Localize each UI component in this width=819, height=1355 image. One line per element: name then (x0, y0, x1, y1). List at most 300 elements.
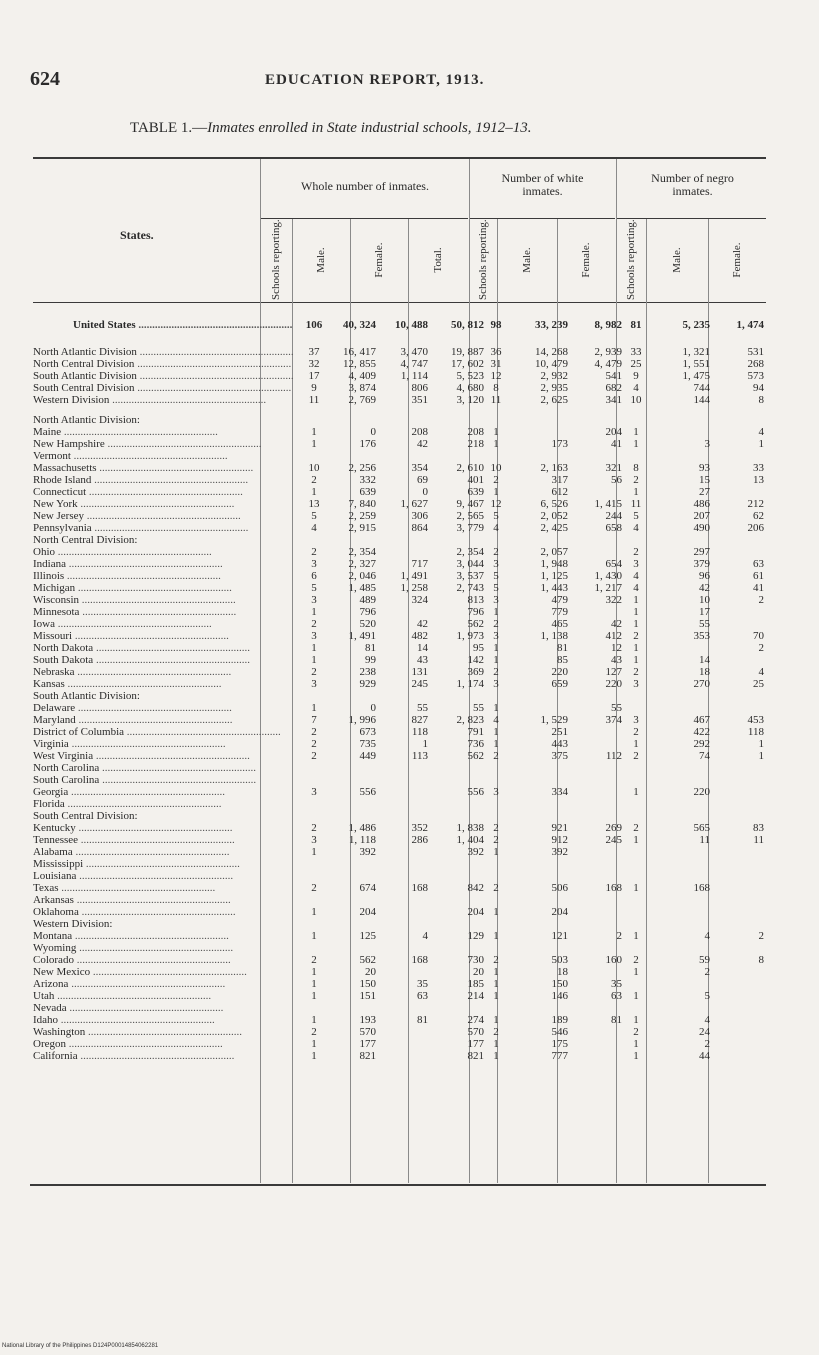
col-header: Female. (731, 242, 743, 278)
cell-value: 3 (493, 678, 499, 690)
table-row (33, 474, 764, 486)
state-name (33, 918, 300, 930)
state-name (33, 426, 300, 438)
cell-value: 1, 474 (736, 319, 764, 331)
cell-value (428, 798, 484, 810)
cell-value: 11 (308, 394, 320, 406)
cell-value (650, 942, 710, 954)
cell-value (650, 846, 710, 858)
cell-value: 2 (616, 930, 622, 942)
table-row (33, 1002, 764, 1014)
cell-value: 1, 118 (348, 834, 376, 846)
cell-value (568, 546, 622, 558)
cell-value: 735 (359, 738, 376, 750)
cell-value (710, 1014, 764, 1026)
cell-value: 1 (493, 438, 499, 450)
cell-value: 1 (633, 1050, 639, 1062)
cell-value: 50, 812 (451, 319, 484, 331)
table-row (33, 570, 764, 582)
cell-value: 2, 743 (456, 582, 484, 594)
cell-value: 2 (311, 474, 317, 486)
cell-value: 251 (551, 726, 568, 738)
cell-value (376, 450, 428, 462)
cell-value: 7 (311, 714, 317, 726)
cell-value: 2 (633, 726, 639, 738)
cell-value: 44 (699, 1050, 710, 1062)
cell-value: 4, 680 (456, 382, 484, 394)
state-name-text: Missouri ..... (33, 630, 229, 642)
cell-value (428, 810, 484, 822)
cell-value: 1 (633, 1038, 639, 1050)
table-row (33, 870, 764, 882)
cell-value: 14 (417, 642, 428, 654)
cell-value: 204 (605, 426, 622, 438)
cell-value (568, 810, 622, 822)
cell-value (300, 798, 328, 810)
col-header: Female. (373, 242, 385, 278)
cell-value: 2 (493, 750, 499, 762)
cell-value (484, 810, 508, 822)
cell-value: 1, 430 (594, 570, 622, 582)
cell-value (428, 414, 484, 426)
cell-value (710, 894, 764, 906)
cell-value: 821 (359, 1050, 376, 1062)
cell-value: 1, 485 (348, 582, 376, 594)
table-row (33, 954, 764, 966)
cell-value (376, 810, 428, 822)
cell-value: 2, 823 (456, 714, 484, 726)
cell-value: 5, 235 (682, 319, 710, 331)
cell-value: 204 (359, 906, 376, 918)
cell-value: 2 (633, 546, 639, 558)
table-row (33, 942, 764, 954)
cell-value: 921 (551, 822, 568, 834)
state-name-text: North Central Division: (33, 534, 138, 546)
state-name-text: Colorado ..... (33, 954, 231, 966)
cell-value: 1 (633, 654, 639, 666)
cell-value (622, 690, 650, 702)
cell-value: 8 (758, 954, 764, 966)
cell-value (300, 894, 328, 906)
cell-value (300, 870, 328, 882)
cell-value: 5 (311, 582, 317, 594)
cell-value (710, 918, 764, 930)
table-row (33, 618, 764, 630)
cell-value: 63 (417, 990, 428, 1002)
state-name (33, 382, 300, 394)
cell-value: 42 (699, 582, 710, 594)
state-name (33, 498, 300, 510)
table-caption (130, 120, 532, 137)
cell-value: 62 (753, 510, 764, 522)
cell-value: 1, 258 (400, 582, 428, 594)
running-head: EDUCATION REPORT, 1913. (265, 72, 485, 88)
cell-value: 175 (551, 1038, 568, 1050)
cell-value: 2, 939 (594, 346, 622, 358)
state-name (33, 570, 300, 582)
cell-value: 14 (699, 654, 710, 666)
state-name (33, 954, 300, 966)
cell-value: 1 (758, 438, 764, 450)
cell-value: 83 (753, 822, 764, 834)
cell-value: 118 (747, 726, 764, 738)
cell-value: 59 (699, 954, 710, 966)
cell-value (568, 690, 622, 702)
cell-value (710, 1050, 764, 1062)
cell-value: 1, 415 (594, 498, 622, 510)
cell-value: 562 (467, 618, 484, 630)
cell-value (508, 450, 568, 462)
cell-value: 5 (493, 582, 499, 594)
cell-value: 1 (493, 654, 499, 666)
cell-value: 9 (633, 370, 639, 382)
cell-value (568, 846, 622, 858)
cell-value: 3 (311, 834, 317, 846)
cell-value: 2 (493, 546, 499, 558)
cell-value: 2, 052 (540, 510, 568, 522)
cell-value: 570 (359, 1026, 376, 1038)
cell-value: 1 (493, 726, 499, 738)
cell-value: 3, 470 (400, 346, 428, 358)
cell-value: 56 (611, 474, 622, 486)
cell-value (428, 534, 484, 546)
cell-value: 0 (370, 702, 376, 714)
cell-value: 1 (493, 1038, 499, 1050)
cell-value (484, 762, 508, 774)
cell-value: 1 (493, 606, 499, 618)
state-name (33, 1026, 300, 1038)
cell-value (300, 774, 328, 786)
cell-value: 791 (467, 726, 484, 738)
cell-value: 4 (633, 582, 639, 594)
cell-value (328, 534, 376, 546)
state-name (33, 654, 300, 666)
cell-value (508, 426, 568, 438)
state-name (33, 534, 300, 546)
top-rule (33, 157, 766, 159)
cell-value: 12 (490, 370, 502, 382)
cell-value: 297 (693, 546, 710, 558)
header-bottom-rule (33, 302, 766, 303)
cell-value (568, 942, 622, 954)
cell-value: 125 (359, 930, 376, 942)
cell-value: 3 (633, 678, 639, 690)
cell-value: 2 (633, 822, 639, 834)
cell-value (710, 990, 764, 1002)
cell-value (568, 762, 622, 774)
state-name (33, 774, 300, 786)
cell-value (508, 870, 568, 882)
cell-value (568, 726, 622, 738)
cell-value: 3 (493, 630, 499, 642)
cell-value: 1 (633, 438, 639, 450)
cell-value: 1 (311, 990, 317, 1002)
state-name (33, 942, 300, 954)
cell-value (428, 942, 484, 954)
state-name-text: District of Columbia ..... (33, 726, 281, 738)
cell-value: 573 (747, 370, 764, 382)
state-name-text: Indiana ..... (33, 558, 223, 570)
cell-value (568, 486, 622, 498)
state-name (33, 438, 300, 450)
cell-value: 18 (699, 666, 710, 678)
state-name (33, 762, 300, 774)
cell-value: 1 (633, 426, 639, 438)
col-header: Total. (432, 247, 444, 273)
cell-value: 842 (467, 882, 484, 894)
cell-value: 17, 602 (451, 358, 484, 370)
cell-value: 177 (359, 1038, 376, 1050)
cell-value (710, 870, 764, 882)
cell-value: 4 (633, 570, 639, 582)
cell-value (650, 450, 710, 462)
cell-value (376, 1026, 428, 1038)
cell-value: 658 (605, 522, 622, 534)
cell-value: 173 (551, 438, 568, 450)
cell-value: 131 (411, 666, 428, 678)
cell-value: 1 (493, 1050, 499, 1062)
spacer-row (33, 406, 764, 414)
cell-value: 55 (611, 702, 622, 714)
state-name-text: Ohio ..... (33, 546, 212, 558)
cell-value (508, 1002, 568, 1014)
state-name-text: Virginia ..... (33, 738, 226, 750)
cell-value: 324 (411, 594, 428, 606)
cell-value (710, 798, 764, 810)
cell-value: 13 (753, 474, 764, 486)
cell-value: 81 (417, 1014, 428, 1026)
cell-value (568, 606, 622, 618)
cell-value: 269 (605, 822, 622, 834)
state-name (33, 558, 300, 570)
cell-value: 204 (551, 906, 568, 918)
table-row (33, 846, 764, 858)
cell-value: 0 (370, 426, 376, 438)
table-row (33, 978, 764, 990)
cell-value: 81 (630, 319, 642, 331)
cell-value: 40, 324 (343, 319, 376, 331)
cell-value: 168 (605, 882, 622, 894)
col-header: Female. (580, 242, 592, 278)
cell-value: 422 (693, 726, 710, 738)
cell-value: 2, 915 (348, 522, 376, 534)
cell-value: 238 (359, 666, 376, 678)
group-rule-3 (617, 218, 766, 219)
cell-value: 9 (311, 382, 317, 394)
cell-value: 214 (467, 990, 484, 1002)
cell-value (376, 1050, 428, 1062)
state-name-text: Nebraska ..... (33, 666, 231, 678)
cell-value: 2 (493, 1026, 499, 1038)
cell-value: 1, 114 (400, 370, 428, 382)
cell-value: 520 (359, 618, 376, 630)
cell-value: 467 (693, 714, 710, 726)
cell-value: 1 (493, 966, 499, 978)
cell-value: 1, 443 (540, 582, 568, 594)
cell-value: 27 (699, 486, 710, 498)
cell-value (622, 534, 650, 546)
cell-value: 4, 479 (594, 358, 622, 370)
table-row (33, 906, 764, 918)
cell-value: 41 (611, 438, 622, 450)
cell-value: 1 (493, 702, 499, 714)
cell-value (622, 894, 650, 906)
cell-value: 10 (630, 394, 642, 406)
cell-value: 1, 321 (682, 346, 710, 358)
cell-value: 1 (493, 738, 499, 750)
cell-value: 2 (493, 882, 499, 894)
cell-value (300, 450, 328, 462)
table-row (33, 394, 764, 406)
cell-value: 639 (467, 486, 484, 498)
state-name-text: Delaware ..... (33, 702, 232, 714)
cell-value: 412 (605, 630, 622, 642)
cell-value: 2 (758, 642, 764, 654)
cell-value: 2 (633, 954, 639, 966)
cell-value (484, 942, 508, 954)
table-row (33, 594, 764, 606)
state-name-text: Michigan ..... (33, 582, 232, 594)
cell-value: 2 (311, 618, 317, 630)
state-name-text: South Dakota ..... (33, 654, 250, 666)
cell-value (710, 978, 764, 990)
state-name (33, 594, 300, 606)
cell-value: 4 (422, 930, 428, 942)
cell-value: 1 (311, 486, 317, 498)
state-name-text: Wisconsin ..... (33, 594, 236, 606)
section-row (33, 534, 764, 546)
cell-value: 11 (753, 834, 764, 846)
cell-value (300, 1002, 328, 1014)
cell-value: 341 (605, 394, 622, 406)
state-name (33, 546, 300, 558)
state-name-text: Maine ..... (33, 426, 218, 438)
cell-value: 2 (704, 1038, 710, 1050)
cell-value (328, 690, 376, 702)
cell-value (428, 858, 484, 870)
cell-value (650, 702, 710, 714)
bottom-rule (30, 1184, 766, 1186)
cell-value: 306 (411, 510, 428, 522)
cell-value: 717 (411, 558, 428, 570)
state-name-text: New York ..... (33, 498, 234, 510)
cell-value (508, 810, 568, 822)
cell-value: 98 (490, 319, 502, 331)
cell-value: 17 (699, 606, 710, 618)
cell-value: 730 (467, 954, 484, 966)
cell-value: 17 (308, 370, 320, 382)
cell-value: 4 (758, 426, 764, 438)
cell-value: 112 (605, 750, 622, 762)
cell-value: 562 (359, 954, 376, 966)
table-row (33, 798, 764, 810)
cell-value: 3 (311, 594, 317, 606)
cell-value: 10 (490, 462, 502, 474)
spacer-cell (33, 338, 764, 346)
cell-value: 176 (359, 438, 376, 450)
cell-value (710, 858, 764, 870)
cell-value: 673 (359, 726, 376, 738)
cell-value: 274 (467, 1014, 484, 1026)
cell-value: 3, 044 (456, 558, 484, 570)
states-header: States. (120, 228, 154, 242)
state-name (33, 882, 300, 894)
cell-value: 63 (611, 990, 622, 1002)
cell-value: 2 (493, 822, 499, 834)
cell-value: 531 (747, 346, 764, 358)
cell-value (568, 450, 622, 462)
caption-prefix: TABLE 1.— (130, 120, 208, 136)
cell-value (710, 1002, 764, 1014)
cell-value (484, 918, 508, 930)
cell-value (622, 762, 650, 774)
cell-value: 55 (417, 702, 428, 714)
cell-value: 3, 874 (348, 382, 376, 394)
cell-value: 1 (633, 594, 639, 606)
cell-value: 2 (311, 822, 317, 834)
cell-value: 813 (467, 594, 484, 606)
cell-value (568, 414, 622, 426)
cell-value: 1 (311, 654, 317, 666)
cell-value: 1 (633, 882, 639, 894)
state-name-text: South Central Division ..... (33, 382, 291, 394)
cell-value: 129 (467, 930, 484, 942)
cell-value: 2, 625 (540, 394, 568, 406)
section-row (33, 918, 764, 930)
state-name (33, 486, 300, 498)
cell-value: 1 (758, 750, 764, 762)
col-header: Male. (315, 247, 327, 273)
cell-value: 204 (467, 906, 484, 918)
cell-value: 321 (605, 462, 622, 474)
cell-value (650, 918, 710, 930)
state-name-text: Illinois ..... (33, 570, 221, 582)
cell-value: 2, 610 (456, 462, 484, 474)
cell-value: 9, 467 (456, 498, 484, 510)
cell-value (710, 702, 764, 714)
cell-value (376, 774, 428, 786)
state-name-text: North Dakota ..... (33, 642, 250, 654)
cell-value: 5 (704, 990, 710, 1002)
group-header-negro: Number of negro inmates. (651, 171, 734, 198)
cell-value: 35 (417, 978, 428, 990)
state-name-text: Wyoming ..... (33, 942, 233, 954)
caption-title: Inmates enrolled in State industrial schools, 1912–13. (207, 120, 532, 136)
cell-value: 3 (493, 786, 499, 798)
cell-value: 1 (311, 642, 317, 654)
table-row (33, 582, 764, 594)
table-row (33, 546, 764, 558)
table-row (33, 438, 764, 450)
cell-value: 1 (758, 738, 764, 750)
cell-value: 63 (753, 558, 764, 570)
cell-value: 4 (633, 522, 639, 534)
cell-value (484, 534, 508, 546)
cell-value: 55 (473, 702, 484, 714)
cell-value: 1 (493, 906, 499, 918)
state-name (33, 642, 300, 654)
state-name-text: West Virginia ..... (33, 750, 250, 762)
cell-value (622, 414, 650, 426)
spacer-cell (33, 406, 764, 414)
state-name (33, 714, 300, 726)
state-name-text: Maryland ..... (33, 714, 233, 726)
cell-value (376, 870, 428, 882)
state-name (33, 690, 300, 702)
cell-value: 10, 479 (535, 358, 568, 370)
cell-value: 4, 747 (400, 358, 428, 370)
cell-value (650, 426, 710, 438)
